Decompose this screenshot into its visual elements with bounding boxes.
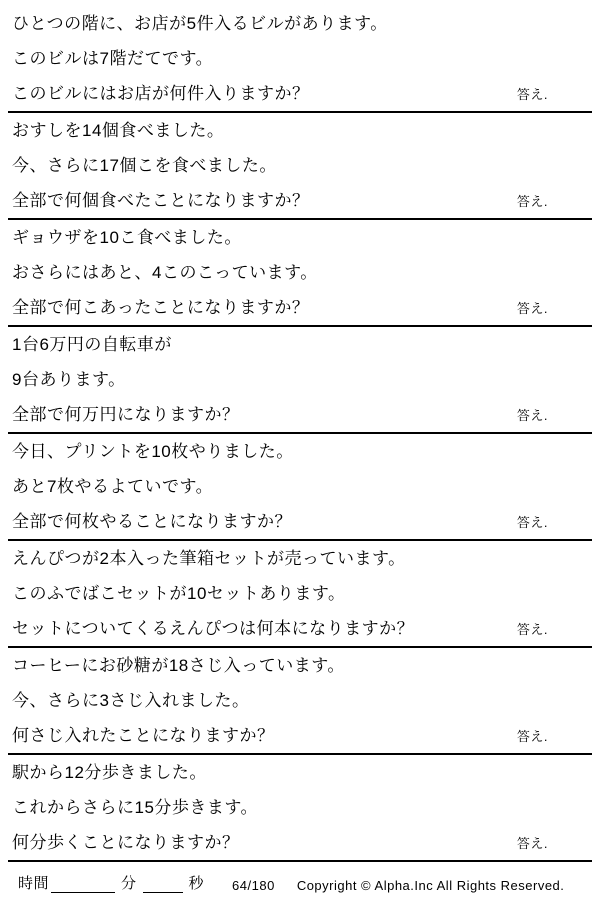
answer-label[interactable]: 答え. xyxy=(516,301,548,316)
answer-label[interactable]: 答え. xyxy=(516,515,548,530)
problem-question-row xyxy=(8,611,592,646)
problem-item xyxy=(8,755,592,862)
problem-question-row xyxy=(8,397,592,432)
problem-question: 全部で何枚やることになりますか？ xyxy=(12,512,292,531)
problem-line: 今日、プリントを10枚やりました。 xyxy=(12,442,294,461)
problem-question-row xyxy=(8,290,592,325)
problem-line: 9台あります。 xyxy=(12,370,126,389)
answer-label[interactable]: 答え. xyxy=(516,622,548,637)
problem-line: おさらにはあと、4このこっています。 xyxy=(12,263,318,282)
problem-line: あと7枚やるよていです。 xyxy=(12,477,214,496)
problem-line: 1台6万円の自転車が xyxy=(12,335,172,354)
problem-line: おすしを14個食べました。 xyxy=(12,121,225,140)
problem-question: 全部で何こあったことになりますか？ xyxy=(12,298,310,317)
problem-line: ひとつの階に、お店が5件入るビルがあります。 xyxy=(12,14,388,33)
problem-question: このビルにはお店が何件入りますか？ xyxy=(12,84,310,103)
problem-item xyxy=(8,113,592,220)
problem-question-row xyxy=(8,718,592,753)
answer-label[interactable]: 答え. xyxy=(516,836,548,851)
problem-question-row xyxy=(8,76,592,111)
problem-question: 何さじ入れたことになりますか？ xyxy=(12,726,275,745)
problem-line: 駅から12分歩きました。 xyxy=(12,763,207,782)
answer-label[interactable]: 答え. xyxy=(516,194,548,209)
problem-question-row xyxy=(8,504,592,539)
problem-item xyxy=(8,434,592,541)
problem-line: 今、さらに17個こを食べました。 xyxy=(12,156,277,175)
problem-line: コーヒーにお砂糖が18さじ入っています。 xyxy=(12,656,345,675)
answer-label[interactable]: 答え. xyxy=(516,87,548,102)
problem-question: 何分歩くことになりますか？ xyxy=(12,833,240,852)
problem-question-row xyxy=(8,183,592,218)
problem-line: このふでばこセットが10セットあります。 xyxy=(12,584,346,603)
page-footer xyxy=(0,872,600,893)
seconds-unit: 秒 xyxy=(188,875,205,892)
problem-item xyxy=(8,327,592,434)
problem-question: 全部で何万円になりますか？ xyxy=(12,405,240,424)
problem-item xyxy=(8,541,592,648)
problem-item xyxy=(8,220,592,327)
problem-item xyxy=(8,648,592,755)
problem-line: えんぴつが2本入った筆箱セットが売っています。 xyxy=(12,549,406,568)
problem-line: これからさらに15分歩きます。 xyxy=(12,798,259,817)
answer-label[interactable]: 答え. xyxy=(516,408,548,423)
problem-question: 全部で何個食べたことになりますか？ xyxy=(12,191,310,210)
problem-line: このビルは7階だてです。 xyxy=(12,49,214,68)
seconds-blank[interactable] xyxy=(143,876,183,893)
time-record-field[interactable] xyxy=(10,872,208,893)
minutes-blank[interactable] xyxy=(51,876,115,893)
minutes-unit: 分 xyxy=(121,875,137,892)
copyright-notice: Copyright © Alpha.Inc All Rights Reserved. xyxy=(296,878,565,893)
problem-question: セットについてくるえんぴつは何本になりますか？ xyxy=(12,619,415,638)
problem-item xyxy=(8,6,592,113)
problem-line: ギョウザを10こ食べました。 xyxy=(12,228,242,247)
problem-question-row xyxy=(8,825,592,860)
problem-line: 今、さらに3さじ入れました。 xyxy=(12,691,250,710)
answer-label[interactable]: 答え. xyxy=(516,729,548,744)
time-label: 時間 xyxy=(18,875,50,892)
page-number: 64/180 xyxy=(232,878,275,893)
